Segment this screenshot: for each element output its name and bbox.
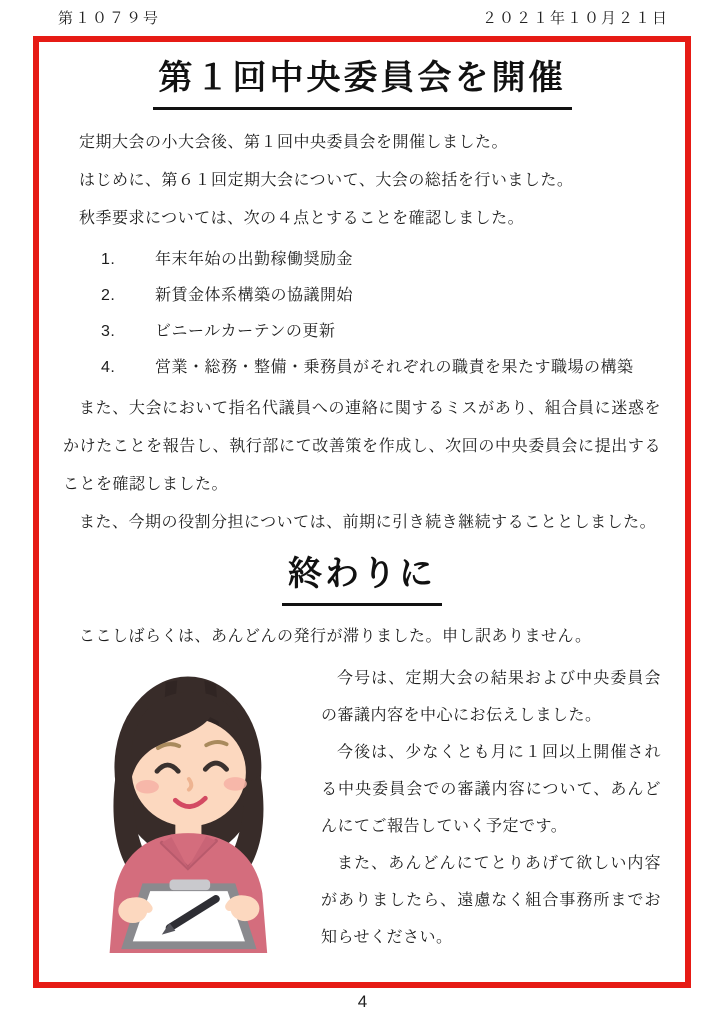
article1-heading xyxy=(63,56,661,110)
article2-title-text: 終わりに xyxy=(282,552,442,606)
article2-paragraph-3: また、あんどんにてとりあげて欲しい内容がありましたら、遠慮なく組合事務所までお知らせください。 xyxy=(321,855,661,947)
list-text: 営業・総務・整備・乗務員がそれぞれの職責を果たす職場の構築 xyxy=(155,359,634,377)
article1-paragraph-3: 秋季要求については、次の４点とすることを確認しました。 xyxy=(79,210,525,228)
page-header xyxy=(0,7,725,28)
article2-lead: ここしばらくは、あんどんの発行が滞りました。申し訳ありません。 xyxy=(79,628,592,646)
list-item xyxy=(101,350,661,386)
issue-number: 第１０７９号 xyxy=(58,10,161,27)
list-number: 4. xyxy=(101,359,116,377)
article2-paragraph-2: 今後は、少なくとも月に１回以上開催される中央委員会での審議内容について、あんどんにてご報告していく予定です。 xyxy=(321,744,661,836)
article2-paragraph-1: 今号は、定期大会の結果および中央委員会の審議内容を中心にお伝えしました。 xyxy=(321,670,661,725)
article1-paragraph-4: また、大会において指名代議員への連絡に関するミスがあり、組合員に迷惑をかけたことを報告し、執行部にて改善策を作成し、次回の中央委員会に提出することを確認しました。 xyxy=(63,400,661,494)
list-number: 1. xyxy=(101,251,116,269)
autumn-demands-list xyxy=(101,242,661,386)
newsletter-frame xyxy=(33,36,691,988)
list-text: ビニールカーテンの更新 xyxy=(155,323,336,341)
list-text: 年末年始の出勤稼働奨励金 xyxy=(155,251,354,269)
article1-paragraph-1: 定期大会の小大会後、第１回中央委員会を開催しました。 xyxy=(79,134,509,152)
list-text: 新賃金体系構築の協議開始 xyxy=(155,287,354,305)
list-item xyxy=(101,242,661,278)
list-item xyxy=(101,278,661,314)
article2-heading xyxy=(63,552,661,606)
page-number: 4 xyxy=(357,992,368,1011)
article1-paragraph-2: はじめに、第６１回定期大会について、大会の総括を行いました。 xyxy=(79,172,574,190)
article1-title-text: 第１回中央委員会を開催 xyxy=(153,56,572,110)
woman-writing-illustration xyxy=(69,662,301,954)
ending-section xyxy=(63,660,661,956)
issue-date: ２０２１年１０月２１日 xyxy=(481,10,669,27)
page-footer xyxy=(0,992,725,1012)
list-number: 3. xyxy=(101,323,116,341)
list-number: 2. xyxy=(101,287,116,305)
list-item xyxy=(101,314,661,350)
woman-writing-svg xyxy=(69,662,301,954)
article1-paragraph-5: また、今期の役割分担については、前期に引き続き継続することとしました。 xyxy=(79,514,657,532)
